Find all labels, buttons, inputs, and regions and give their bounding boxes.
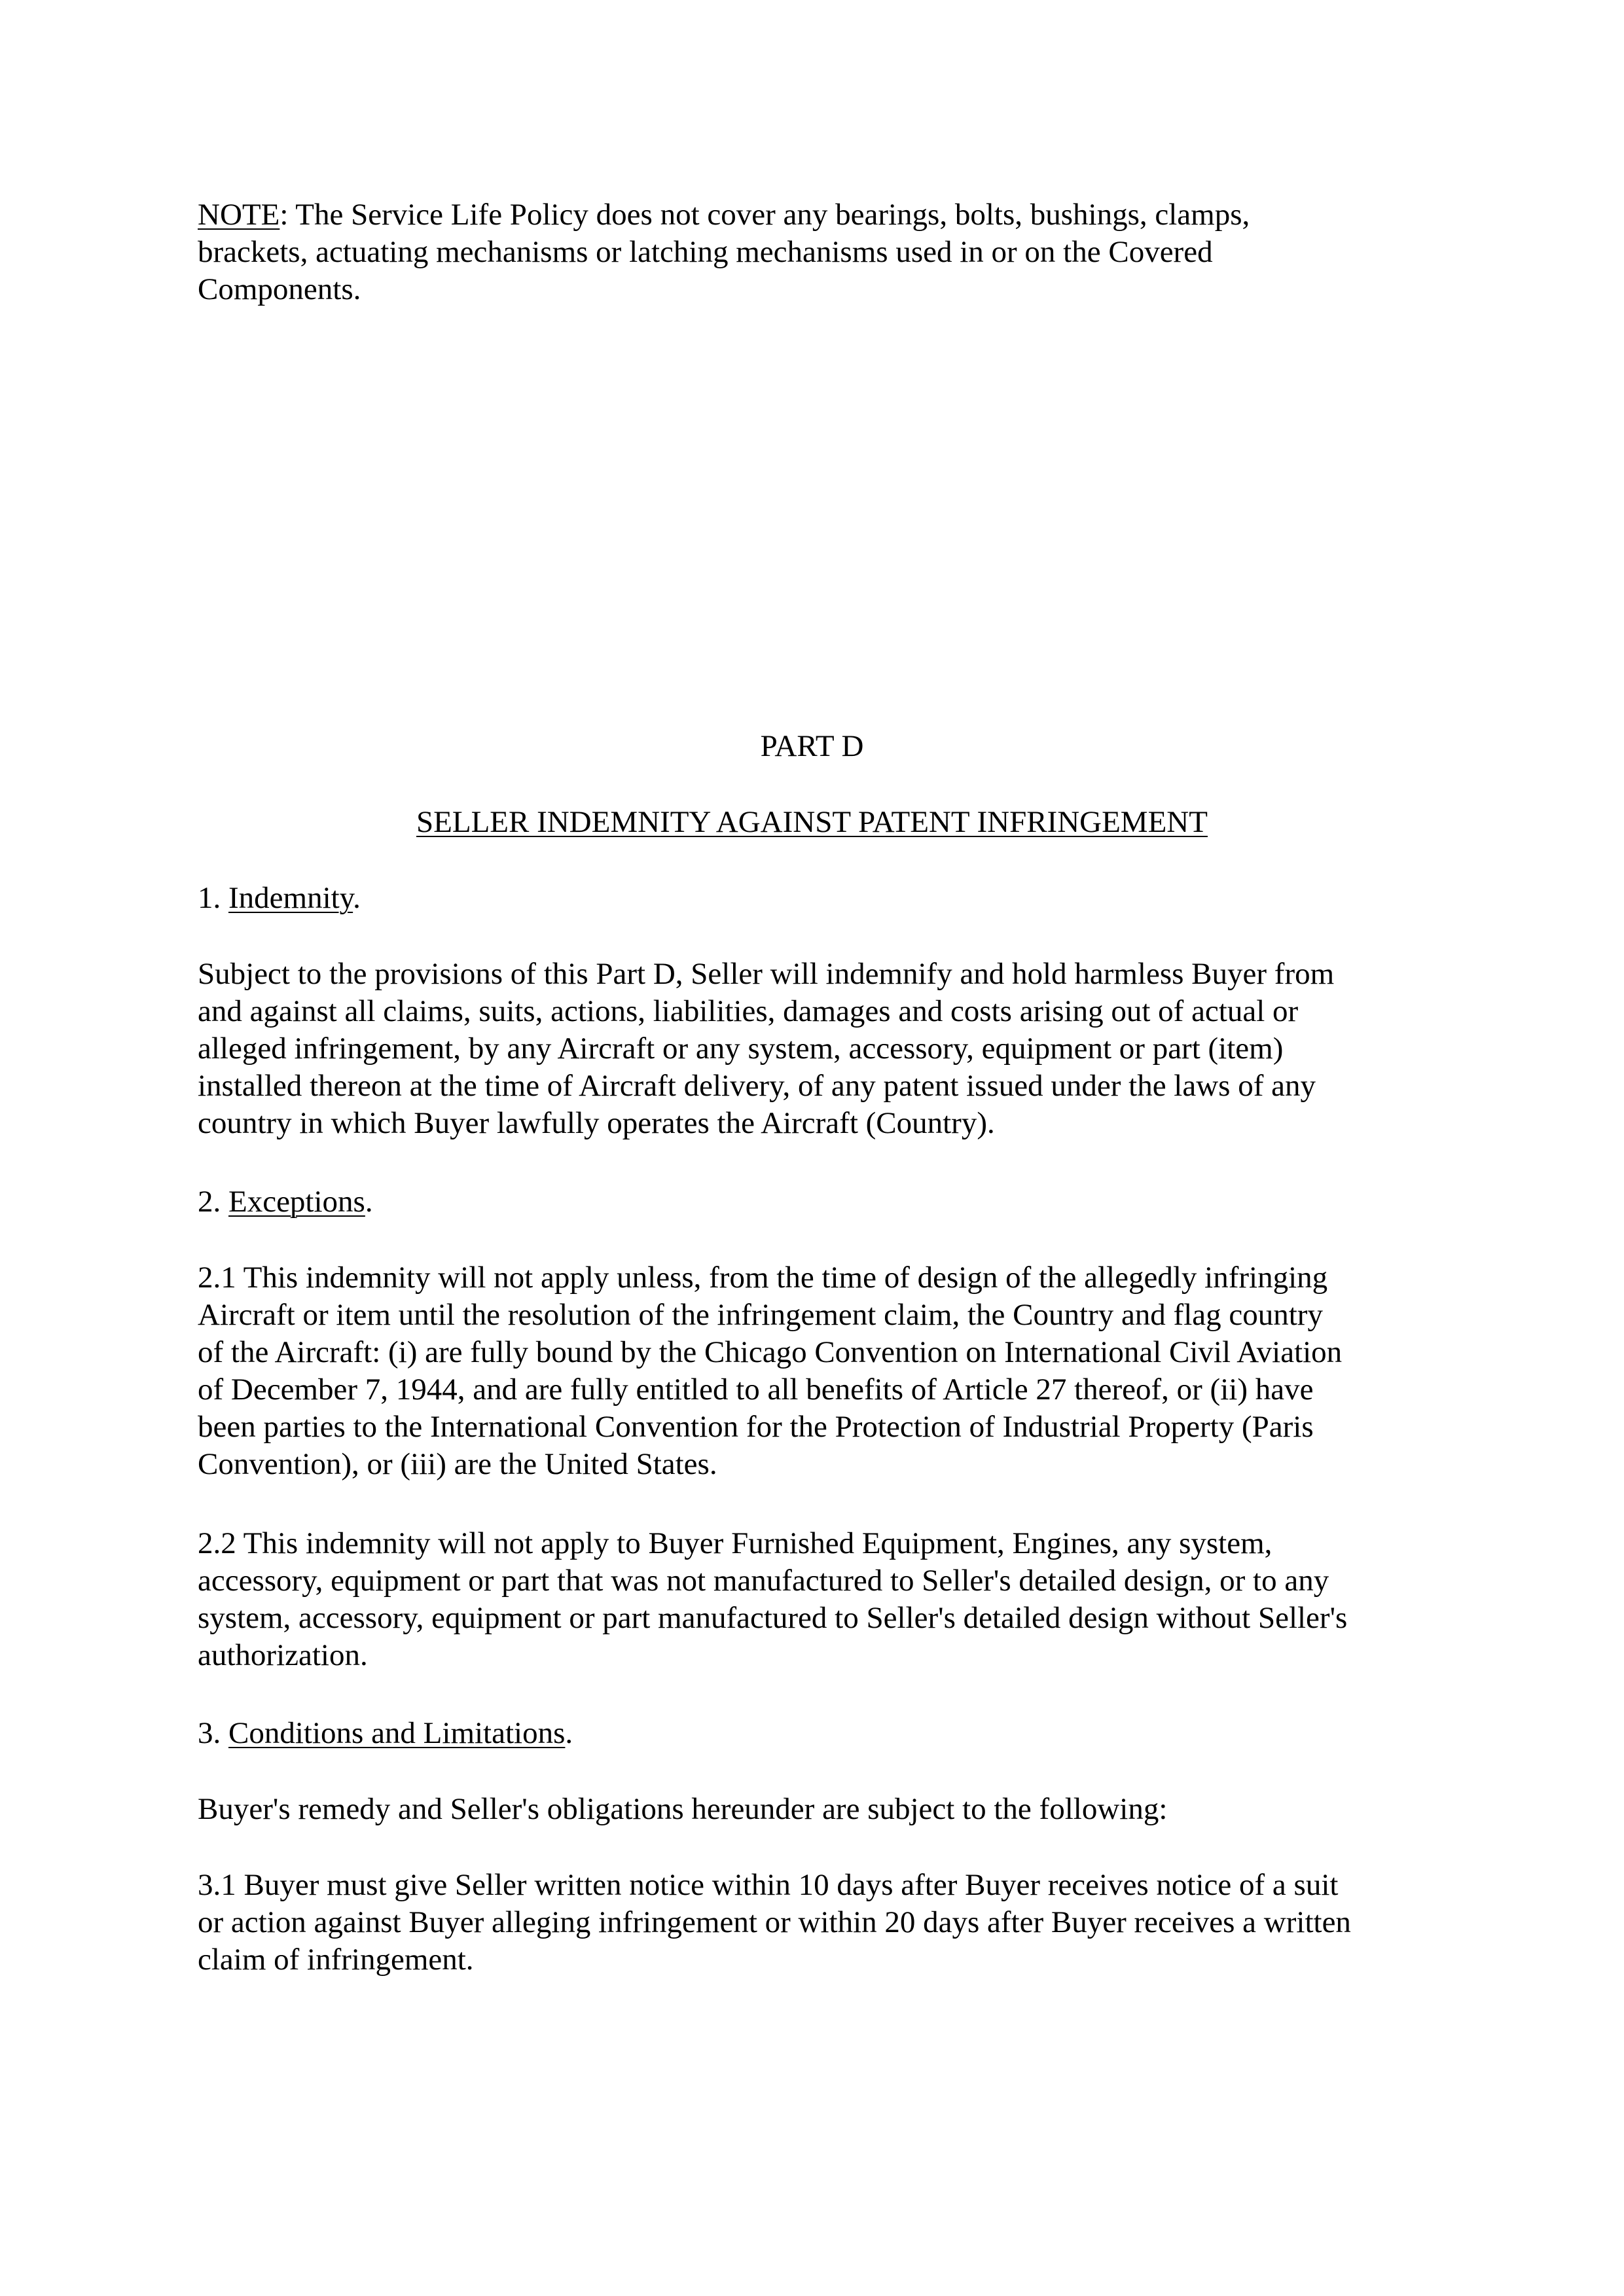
- section-2-title: Exceptions: [228, 1185, 365, 1219]
- part-title: PART D: [760, 729, 864, 763]
- section-2-heading: [198, 1183, 373, 1221]
- section-2-2-paragraph: 2.2 This indemnity will not apply to Buyer Furnished Equipment, Engines, any system, accessory, equipment or part that was not manufactured to Seller's detailed design, or to any system, accessory, equipment or part manufactured to Seller's detailed design without Seller's authorization.: [198, 1526, 1348, 1672]
- section-2-number: 2.: [198, 1185, 228, 1219]
- note-text: : The Service Life Policy does not cover any bearings, bolts, bushings, clamps, brackets, actuating mechanisms or latching mechanisms used in or on the Covered Components.: [198, 198, 1250, 306]
- section-1-heading: [198, 880, 361, 917]
- part-subtitle: [0, 804, 1624, 841]
- section-2-punct: .: [365, 1185, 373, 1219]
- section-3-intro: Buyer's remedy and Seller's obligations hereunder are subject to the following:: [198, 1792, 1168, 1826]
- section-2-1-paragraph: 2.1 This indemnity will not apply unless, from the time of design of the allegedly infringing Aircraft or item until the resolution of the infringement claim, the Country and flag country of the Aircraft: (i) are fully bound by the Chicago Convention on International Civil Aviation of December 7, 1944, and are fully entitled to all benefits of Article 27 thereof, or (ii) have been parties to the International Convention for the Protection of Industrial Property (Paris Convention), or (iii) are the United States.: [198, 1261, 1343, 1481]
- section-3-1-paragraph: 3.1 Buyer must give Seller written notice within 10 days after Buyer receives notice of a suit or action against Buyer alleging infringement or within 20 days after Buyer receives a written claim of infringement.: [198, 1868, 1351, 1977]
- section-3-title: Conditions and Limitations: [228, 1716, 566, 1750]
- part-subtitle-text: SELLER INDEMNITY AGAINST PATENT INFRINGEMENT: [416, 805, 1208, 839]
- note-label: NOTE: [198, 198, 280, 232]
- section-3-punct: .: [565, 1716, 573, 1750]
- section-1-title: Indemnity: [228, 881, 353, 915]
- section-3-heading: [198, 1715, 573, 1752]
- section-1-number: 1.: [198, 881, 228, 915]
- note-paragraph: [198, 196, 1454, 308]
- section-1-punct: .: [353, 881, 361, 915]
- section-3-number: 3.: [198, 1716, 228, 1750]
- section-1-body: Subject to the provisions of this Part D, Seller will indemnify and hold harmless Buyer from and against all claims, suits, actions, liabilities, damages and costs arising out of actual or alleged infringement, by any Aircraft or any system, accessory, equipment or part (item) installed thereon at the time of Aircraft delivery, of any patent issued under the laws of any country in which Buyer lawfully operates the Aircraft (Country).: [198, 957, 1335, 1140]
